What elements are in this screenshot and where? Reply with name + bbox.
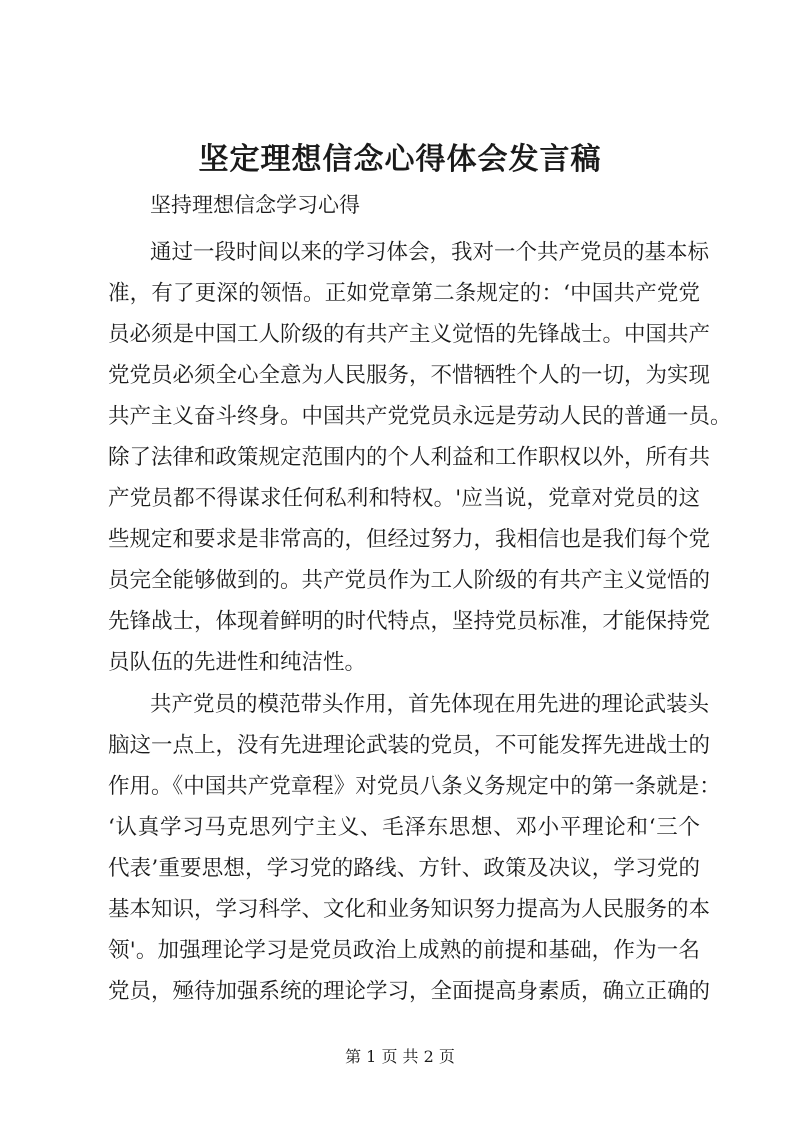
paragraph-line: 作用。《中国共产党章程》对党员八条义务规定中的第一条就是： xyxy=(108,774,721,799)
paragraph-line: 代表’重要思想，学习党的路线、方针、政策及决议，学习党的 xyxy=(108,856,700,881)
paragraph-line: 共产党员的模范带头作用，首先体现在用先进的理论武装头 xyxy=(150,692,710,717)
paragraph-line: 通过一段时间以来的学习体会，我对一个共产党员的基本标 xyxy=(150,240,710,265)
paragraph-line: 脑这一点上，没有先进理论武装的党员，不可能发挥先进战士的 xyxy=(108,733,711,758)
paragraph-line: 员必须是中国工人阶级的有共产主义觉悟的先锋战士。中国共产 xyxy=(108,322,711,347)
paragraph-line: 准，有了更深的领悟。正如党章第二条规定的：‘中国共产党党 xyxy=(108,281,700,306)
paragraph-line: 产党员都不得谋求任何私利和特权。'应当说，党章对党员的这 xyxy=(108,486,700,511)
paragraph-line: 员队伍的先进性和纯洁性。 xyxy=(108,650,367,675)
page-number: 第 1 页 共 2 页 xyxy=(345,1047,455,1066)
paragraph-line: 除了法律和政策规定范围内的个人利益和工作职权以外，所有共 xyxy=(108,445,711,470)
paragraph-line: 基本知识，学习科学、文化和业务知识努力提高为人民服务的本 xyxy=(108,897,711,922)
paragraph-line: 先锋战士，体现着鲜明的时代特点，坚持党员标准，才能保持党 xyxy=(108,609,711,634)
paragraph-line: 共产主义奋斗终身。中国共产党党员永远是劳动人民的普通一员。 xyxy=(108,404,732,429)
page-title: 坚定理想信念心得体会发言稿 xyxy=(198,142,602,177)
paragraph-line: 党员，殛待加强系统的理论学习，全面提高身素质，确立正确的 xyxy=(108,979,711,1004)
document-subtitle: 坚持理想信念学习心得 xyxy=(150,193,360,217)
paragraph-line: 领'。加强理论学习是党员政治上成熟的前提和基础，作为一名 xyxy=(108,938,700,963)
paragraph-line: ‘认真学习马克思列宁主义、毛泽东思想、邓小平理论和‘三个 xyxy=(108,815,700,840)
paragraph-line: 党党员必须全心全意为人民服务，不惜牺牲个人的一切，为实现 xyxy=(108,363,711,388)
paragraph-line: 些规定和要求是非常高的，但经过努力，我相信也是我们每个党 xyxy=(108,527,711,552)
paragraph-line: 员完全能够做到的。共产党员作为工人阶级的有共产主义觉悟的 xyxy=(108,568,711,593)
